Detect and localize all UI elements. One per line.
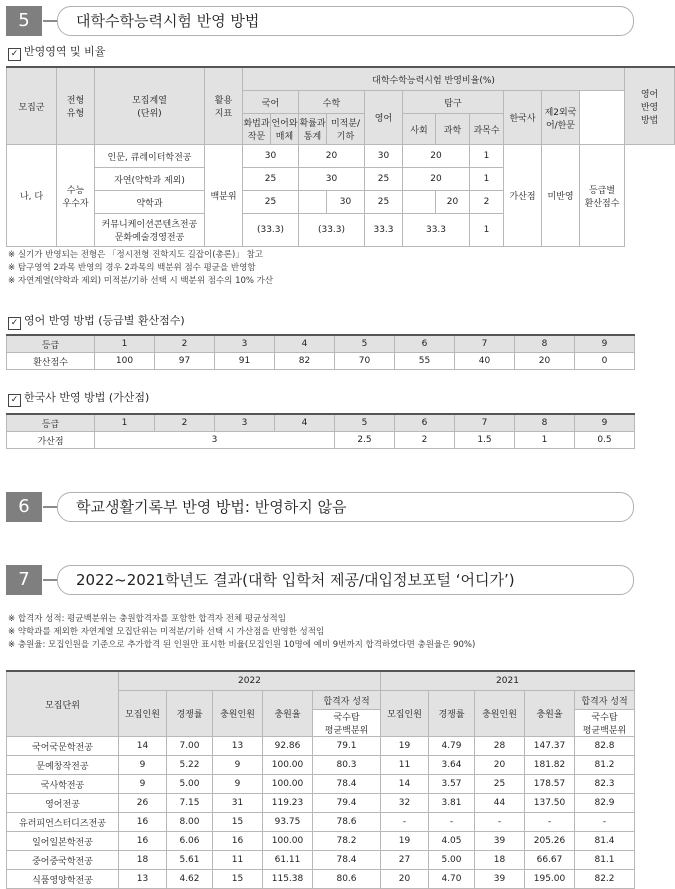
cell-quota: 16 [119,832,167,851]
cell-avg: 78.4 [313,851,381,870]
cell-avg: 81.4 [575,832,635,851]
cell-count: 2 [470,191,504,214]
section-title: 대학수학능력시험 반영 방법 [57,6,634,36]
cell-fill: 44 [475,794,525,813]
cell-fill: 31 [213,794,263,813]
cell-unit: 자연(약학과 제외) [95,168,205,191]
score-cell: 20 [515,353,575,370]
notes-block [8,249,273,288]
cell-competition: 7.00 [167,737,213,756]
score-cell: 1 [515,432,575,449]
history-grade-table [6,413,635,449]
cell-fill-rate: 61.11 [263,851,313,870]
cell-quota: 16 [119,813,167,832]
score-cell: 70 [335,353,395,370]
cell-math: 30 [299,168,365,191]
cell-quota: 9 [119,775,167,794]
cell-quota: 32 [381,794,429,813]
cell-fill-rate: 115.38 [263,870,313,889]
cell-quota: 14 [381,775,429,794]
cell-avg: 80.6 [313,870,381,889]
cell-math: 30 [327,191,365,214]
cell-inquiry: 20 [436,191,470,214]
header-math-1: 확률과 통계 [299,114,327,145]
cell-avg: 81.1 [575,851,635,870]
cell-fill: - [475,813,525,832]
cell-fill: 9 [213,775,263,794]
cell-fill: 11 [213,851,263,870]
note-line: ※ 약학과를 제외한 자연계열 모집단위는 미적분/기하 선택 시 가산점을 반영한 성적임 [8,627,325,637]
row-label: 환산점수 [7,353,95,370]
table-row [7,870,635,889]
cell-math: (33.3) [299,214,365,247]
connector-line [43,20,57,22]
cell-avg: 82.9 [575,794,635,813]
header-fill: 충원인원 [213,691,263,737]
score-cell: 1.5 [455,432,515,449]
subheading-history [8,391,149,407]
score-cell: 97 [155,353,215,370]
cell-fill-rate: 93.75 [263,813,313,832]
cell-fill: 39 [475,870,525,889]
table-row [7,775,635,794]
section-title: 학교생활기록부 반영 방법: 반영하지 않음 [57,492,634,522]
header-grade: 등급 [7,335,95,353]
cell-quota: 19 [381,737,429,756]
cell-unit: 유러피언스터디즈전공 [7,813,119,832]
table-row [7,832,635,851]
cell-quota: - [381,813,429,832]
header-inquiry: 탐구 [403,91,504,114]
cell-korean: 25 [243,191,299,214]
cell-fill: 16 [213,832,263,851]
score-cell: 100 [95,353,155,370]
grade-cell: 4 [275,335,335,353]
cell-english: 25 [365,191,403,214]
cell-fill: 13 [213,737,263,756]
cell-competition: - [429,813,475,832]
cell-math: 20 [299,145,365,168]
header-science: 과학 [436,114,470,145]
cell-foreign: 미반영 [542,145,580,247]
cell-count: 1 [470,168,504,191]
header-competition: 경쟁률 [167,691,213,737]
cell-fill-rate: 100.00 [263,832,313,851]
grade-cell: 9 [575,414,635,432]
cell-count: 1 [470,145,504,168]
score-cell: 2.5 [335,432,395,449]
grade-cell: 8 [515,414,575,432]
header-quota: 모집인원 [381,691,429,737]
table-row [7,813,635,832]
grade-cell: 3 [215,414,275,432]
score-cell: 82 [275,353,335,370]
cell-unit: 약학과 [95,191,205,214]
section-5-header [6,6,634,36]
cell-competition: 6.06 [167,832,213,851]
grade-cell: 7 [455,335,515,353]
header-competition: 경쟁률 [429,691,475,737]
header-avg: 국수탐 평균백분위 [313,710,381,737]
cell-fill-rate: 137.50 [525,794,575,813]
header-math-2: 미적분/ 기하 [327,114,365,145]
cell-avg: 82.3 [575,775,635,794]
header-social: 사회 [403,114,436,145]
subheading-text: 반영영역 및 비율 [24,45,106,58]
cell-count: 1 [470,214,504,247]
cell-competition: 3.64 [429,756,475,775]
header-avg: 국수탐 평균백분위 [575,710,635,737]
header-score: 합격자 성적 [313,691,381,710]
note-line: ※ 충원율: 모집인원을 기준으로 추가합격 된 인원만 표시한 비율(모집인원 10명에 예비 9번까지 합격하였다면 충원율은 90%) [8,640,476,650]
cell-avg: 79.4 [313,794,381,813]
cell-type: 수능 우수자 [57,145,95,247]
cell-avg: 82.8 [575,737,635,756]
ratio-table [6,66,675,247]
section-number: 5 [6,6,42,36]
cell-fill-rate: 100.00 [263,775,313,794]
cell-unit: 중어중국학전공 [7,851,119,870]
connector-line [43,506,57,508]
score-cell: 40 [455,353,515,370]
header-quota: 모집인원 [119,691,167,737]
grade-cell: 1 [95,414,155,432]
score-cell: 3 [95,432,335,449]
header-grade: 등급 [7,414,95,432]
cell-competition: 4.05 [429,832,475,851]
cell-unit: 국어국문학전공 [7,737,119,756]
cell-avg: 78.2 [313,832,381,851]
cell-unit: 일어일본학전공 [7,832,119,851]
cell-avg: 80.3 [313,756,381,775]
header-year-2021: 2021 [381,671,635,691]
cell-competition: 7.15 [167,794,213,813]
subheading-text: 한국사 반영 방법 (가산점) [24,391,150,404]
grade-cell: 4 [275,414,335,432]
cell-fill: 18 [475,851,525,870]
cell-fill-rate: 147.37 [525,737,575,756]
cell-quota: 13 [119,870,167,889]
note-line: ※ 실기가 반영되는 전형은 「정시전형 진학지도 길잡이(총론)」 참고 [8,250,263,260]
cell-unit: 식품영양학전공 [7,870,119,889]
cell-fill-rate: 178.57 [525,775,575,794]
header-foreign: 제2외국어/한문 [542,91,580,145]
cell-avg: 78.6 [313,813,381,832]
header-index: 활용 지표 [205,67,243,145]
cell-quota: 18 [119,851,167,870]
cell-fill: 39 [475,832,525,851]
cell-competition: 5.61 [167,851,213,870]
row-label: 가산점 [7,432,95,449]
checkbox-icon: ✓ [8,317,21,330]
header-fill: 충원인원 [475,691,525,737]
cell-unit: 커뮤니케이션콘텐츠전공 문화예술경영전공 [95,214,205,247]
section-number: 7 [6,565,42,595]
header-fill-rate: 충원율 [525,691,575,737]
table-row [7,737,635,756]
checkbox-icon: ✓ [8,394,21,407]
cell-unit: 인문, 큐레이터학전공 [95,145,205,168]
note-line: ※ 탐구영역 2과목 반영의 경우 2과목의 백분위 점수 평균을 반영함 [8,263,256,273]
score-cell: 0.5 [575,432,635,449]
cell-english: 30 [365,145,403,168]
cell-korean: 25 [243,168,299,191]
grade-cell: 2 [155,414,215,432]
grade-cell: 5 [335,335,395,353]
cell-index: 백분위 [205,145,243,247]
header-unit: 모집단위 [7,671,119,737]
cell-fill-rate: 92.86 [263,737,313,756]
score-cell: 2 [395,432,455,449]
cell-competition: 5.22 [167,756,213,775]
cell-inquiry: 20 [403,145,470,168]
cell-group: 나, 다 [7,145,57,247]
section-title: 2022~2021학년도 결과(대학 입학처 제공/대입정보포털 ‘어디가’) [57,565,634,595]
cell-competition: 4.79 [429,737,475,756]
cell-competition: 4.62 [167,870,213,889]
grade-cell: 6 [395,335,455,353]
cell-avg: 82.2 [575,870,635,889]
cell-quota: 20 [381,870,429,889]
english-grade-table [6,334,635,370]
cell-competition: 3.81 [429,794,475,813]
cell-unit: 영어전공 [7,794,119,813]
subheading-english [8,314,185,330]
cell-fill: 25 [475,775,525,794]
cell-eng-method: 등급별 환산점수 [580,145,625,247]
results-body [7,737,635,889]
section-number: 6 [6,492,42,522]
grade-cell: 5 [335,414,395,432]
header-korean: 국어 [243,91,299,114]
header-unit: 모집계열 (단위) [95,67,205,145]
grade-cell: 9 [575,335,635,353]
cell-inquiry: 33.3 [403,214,470,247]
cell-avg: - [575,813,635,832]
checkbox-icon: ✓ [8,48,21,61]
cell-korean: 30 [243,145,299,168]
subheading-text: 영어 반영 방법 (등급별 환산점수) [24,314,185,327]
header-math: 수학 [299,91,365,114]
header-count: 과목수 [470,114,504,145]
score-cell: 91 [215,353,275,370]
header-type: 전형 유형 [57,67,95,145]
section-6-header [6,492,634,522]
cell-competition: 5.00 [167,775,213,794]
note-line: ※ 합격자 성적: 평균백분위는 충원합격자를 포함한 합격자 전체 평균성적임 [8,614,286,624]
header-fill-rate: 충원율 [263,691,313,737]
cell-quota: 11 [381,756,429,775]
grade-cell: 1 [95,335,155,353]
cell-avg: 79.1 [313,737,381,756]
grade-cell: 3 [215,335,275,353]
cell-english: 33.3 [365,214,403,247]
cell-avg: 78.4 [313,775,381,794]
note-line: ※ 자연계열(약학과 제외) 미적분/기하 선택 시 백분위 점수의 10% 가산 [8,276,274,286]
cell-fill-rate: 100.00 [263,756,313,775]
cell-fill: 28 [475,737,525,756]
header-year-2022: 2022 [119,671,381,691]
header-group: 모집군 [7,67,57,145]
header-korean-1: 화법과 작문 [243,114,271,145]
cell-english: 25 [365,168,403,191]
table-row [7,756,635,775]
cell-fill: 20 [475,756,525,775]
cell-fill-rate: 205.26 [525,832,575,851]
header-score: 합격자 성적 [575,691,635,710]
cell-fill-rate: - [525,813,575,832]
cell-korean: (33.3) [243,214,299,247]
header-korean-2: 언어와 매체 [271,114,299,145]
table-row [7,851,635,870]
cell-competition: 5.00 [429,851,475,870]
grade-cell: 6 [395,414,455,432]
cell-competition: 3.57 [429,775,475,794]
cell-fill-rate: 66.67 [525,851,575,870]
grade-cell: 7 [455,414,515,432]
header-english: 영어 [365,91,403,145]
cell-avg: 81.2 [575,756,635,775]
cell-competition: 4.70 [429,870,475,889]
score-cell: 55 [395,353,455,370]
cell-fill-rate: 195.00 [525,870,575,889]
cell-fill: 9 [213,756,263,775]
results-notes [8,613,475,652]
cell-inquiry: 20 [403,168,470,191]
cell-fill-rate: 181.82 [525,756,575,775]
subheading-ratio [8,45,105,61]
grade-cell: 2 [155,335,215,353]
cell-unit: 문예창작전공 [7,756,119,775]
cell-fill: 15 [213,813,263,832]
cell-unit: 국사학전공 [7,775,119,794]
cell-quota: 27 [381,851,429,870]
cell-quota: 14 [119,737,167,756]
table-row [7,794,635,813]
connector-line [43,579,57,581]
cell-quota: 9 [119,756,167,775]
header-eng-method: 영어 반영 방법 [625,67,675,145]
grade-cell: 8 [515,335,575,353]
cell-fill: 15 [213,870,263,889]
cell-fill-rate: 119.23 [263,794,313,813]
header-history: 한국사 [504,91,542,145]
score-cell: 0 [575,353,635,370]
cell-competition: 8.00 [167,813,213,832]
section-7-header [6,565,634,595]
cell-quota: 19 [381,832,429,851]
cell-quota: 26 [119,794,167,813]
cell-history: 가산점 [504,145,542,247]
results-table [6,670,635,889]
header-ratio: 대학수학능력시험 반영비율(%) [243,67,625,91]
